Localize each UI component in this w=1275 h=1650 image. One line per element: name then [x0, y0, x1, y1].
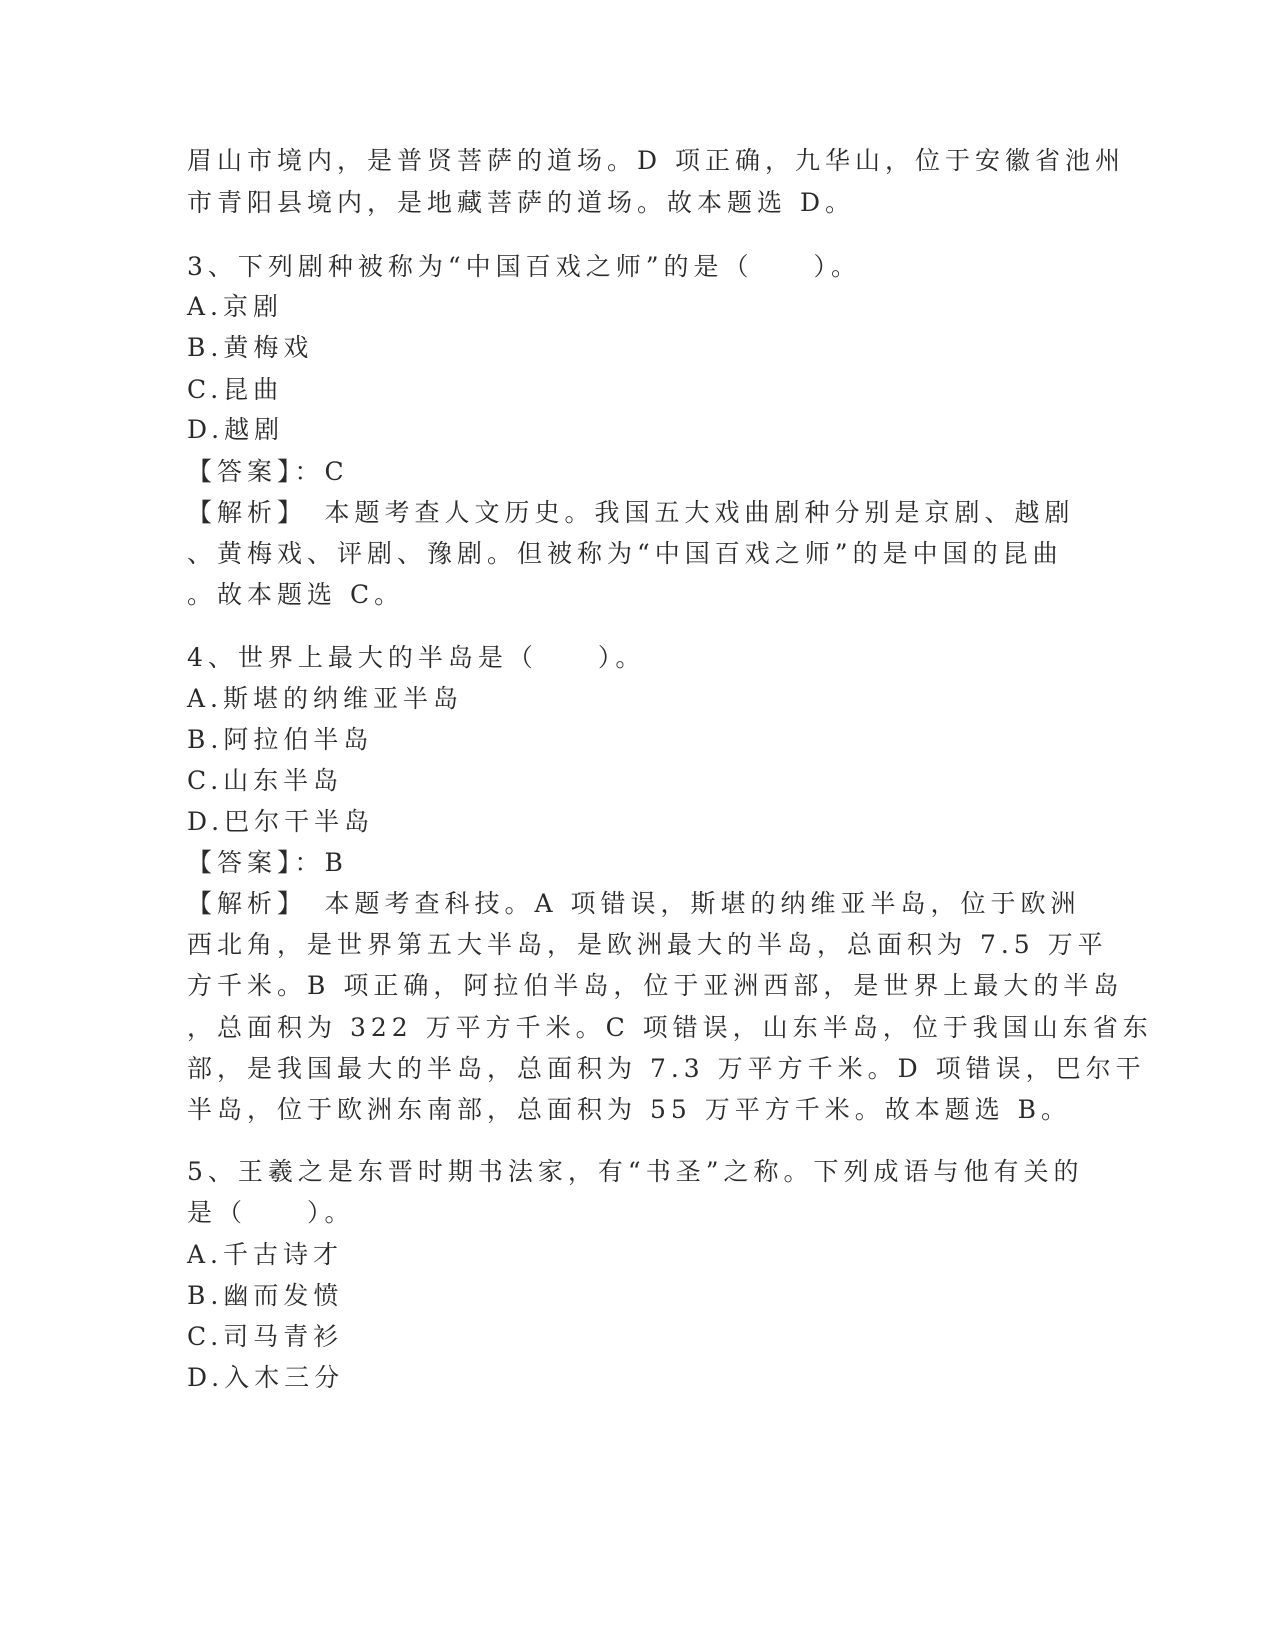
q3-option-a: A.京剧: [187, 292, 284, 321]
q5-option-d: D.入木三分: [187, 1363, 345, 1392]
prev-explanation-line-2: 市青阳县境内，是地藏菩萨的道场。故本题选 D。: [187, 188, 855, 217]
q3-explanation-line-3: 。故本题选 C。: [187, 580, 405, 609]
q3-option-b: B.黄梅戏: [187, 333, 314, 362]
q4-explanation-line-6: 半岛，位于欧洲东南部，总面积为 55 万平方千米。故本题选 B。: [187, 1095, 1072, 1124]
q4-option-b: B.阿拉伯半岛: [187, 725, 374, 754]
q4-explanation-line-5: 部，是我国最大的半岛，总面积为 7.3 万平方千米。D 项错误，巴尔干: [187, 1054, 1146, 1083]
q4-question: 4、世界上最大的半岛是（ ）。: [187, 643, 646, 672]
q5-option-b: B.幽而发愤: [187, 1281, 344, 1310]
q5-question-line-1: 5、王羲之是东晋时期书法家，有“书圣”之称。下列成语与他有关的: [187, 1157, 1084, 1186]
q3-explanation-line-1: 【解析】 本题考查人文历史。我国五大戏曲剧种分别是京剧、越剧: [187, 498, 1075, 527]
q4-option-c: C.山东半岛: [187, 766, 344, 795]
q4-answer: 【答案】：B: [187, 848, 348, 877]
q4-option-d: D.巴尔干半岛: [187, 807, 375, 836]
prev-explanation-line-1: 眉山市境内，是普贤菩萨的道场。D 项正确，九华山，位于安徽省池州: [187, 146, 1125, 175]
q4-explanation-line-2: 西北角，是世界第五大半岛，是欧洲最大的半岛，总面积为 7.5 万平: [187, 930, 1108, 959]
q5-option-a: A.千古诗才: [187, 1240, 344, 1269]
q5-option-c: C.司马青衫: [187, 1322, 344, 1351]
q3-explanation-line-2: 、黄梅戏、评剧、豫剧。但被称为“中国百戏之师”的是中国的昆曲: [187, 539, 1063, 568]
q4-explanation-line-3: 方千米。B 项正确，阿拉伯半岛，位于亚洲西部，是世界上最大的半岛: [187, 971, 1124, 1000]
q4-explanation-line-1: 【解析】 本题考查科技。A 项错误，斯堪的纳维亚半岛，位于欧洲: [187, 889, 1081, 918]
q4-explanation-line-4: ，总面积为 322 万平方千米。C 项错误，山东半岛，位于我国山东省东: [187, 1013, 1153, 1042]
q3-answer: 【答案】：C: [187, 457, 349, 486]
q4-option-a: A.斯堪的纳维亚半岛: [187, 684, 464, 713]
q3-option-d: D.越剧: [187, 415, 285, 444]
q5-question-line-2: 是（ ）。: [187, 1198, 355, 1227]
q3-option-c: C.昆曲: [187, 375, 284, 404]
q3-question: 3、下列剧种被称为“中国百戏之师”的是（ ）。: [187, 252, 861, 281]
